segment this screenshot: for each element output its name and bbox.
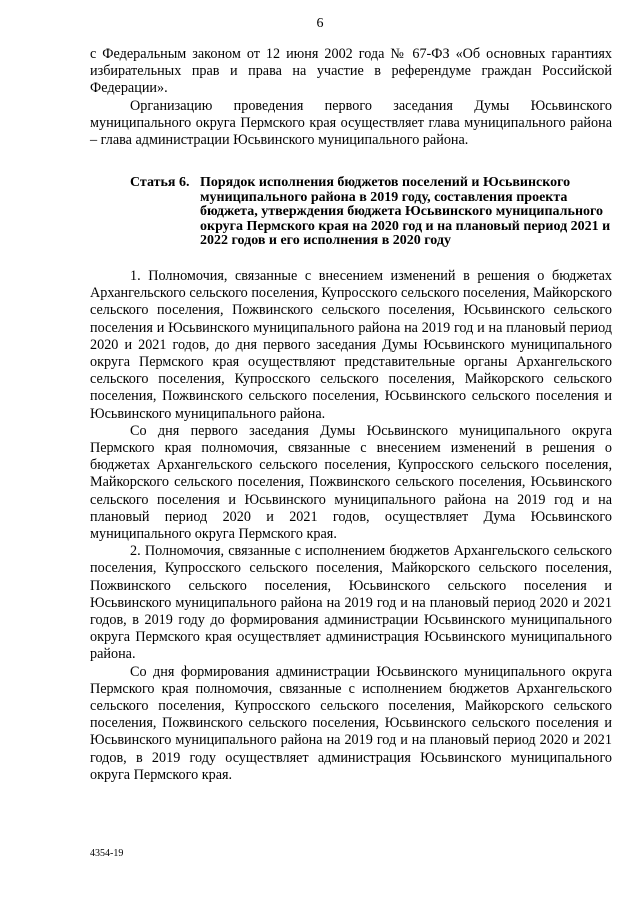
article-label: Статья 6. [130,175,190,190]
document-code: 4354-19 [90,848,124,859]
article-paragraph: 2. Полномочия, связанные с исполнением бюджетов Архангельского сельского поселения, Купросского сельского поселения, Майкорского сельского поселения, Пожвинского сельского поселения, Юсьвинского сельского поселения и Юсьвинского муниципального района на 2019 год и на плановый период 2020 и 2021 годов, в 2019 году до формирования администрации Юсьвинского муниципального округа Пермского края осуществляет администрация Юсьвинского муниципального района. [90,543,612,663]
intro-paragraph: Организацию проведения первого заседания Думы Юсьвинского муниципального округа Пермского края осуществляет глава муниципального района – глава администрации Юсьвинского муниципального района. [90,97,612,149]
intro-text [90,46,612,149]
article-title: Порядок исполнения бюджетов поселений и Юсьвинского муниципального района в 2019 году, составления проекта бюджета, утверждения бюджета Юсьвинского муниципального округа Пермского края на 2020 год и на плановый период 2021 и 2022 годов и его исполнения в 2020 году [200,175,611,248]
article-paragraph: Со дня формирования администрации Юсьвинского муниципального округа Пермского края полномочия, связанные с исполнением бюджетов Архангельского сельского поселения, Купросского сельского поселения, Майкорского сельского поселения, Пожвинского сельского поселения, Юсьвинского сельского поселения и Юсьвинского муниципального района на 2019 год и на плановый период 2020 и 2021 годов, в 2019 году осуществляет администрация Юсьвинского муниципального округа Пермского края. [90,663,612,783]
article-heading [90,176,612,249]
article-paragraph: Со дня первого заседания Думы Юсьвинского муниципального округа Пермского края полномочия, связанные с внесением изменений в решения о бюджетах Архангельского сельского поселения, Купросского сельского поселения, Майкорского сельского поселения, Пожвинского сельского поселения, Юсьвинского сельского поселения и Юсьвинского муниципального района на 2019 год и на плановый период 2020 и 2021 годов, осуществляет Дума Юсьвинского муниципального округа Пермского края. [90,422,612,543]
intro-paragraph: с Федеральным законом от 12 июня 2002 года № 67-ФЗ «Об основных гарантиях избирательных прав и права на участие в референдуме граждан Российской Федерации». [90,46,612,97]
article-paragraph: 1. Полномочия, связанные с внесением изменений в решения о бюджетах Архангельского сельского поселения, Купросского сельского поселения, Майкорского сельского поселения, Пожвинского сельского поселения, Юсьвинского сельского поселения и Юсьвинского муниципального района на 2019 год и на плановый период 2020 и 2021 годов, до дня первого заседания Думы Юсьвинского муниципального округа Пермского края осуществляют представительные органы Архангельского сельского поселения, Купросского сельского поселения, Майкорского сельского поселения, Пожвинского сельского поселения, Юсьвинского сельского поселения и Юсьвинского муниципального района. [90,268,612,422]
article-body [90,268,612,784]
page-number: 6 [316,16,324,31]
